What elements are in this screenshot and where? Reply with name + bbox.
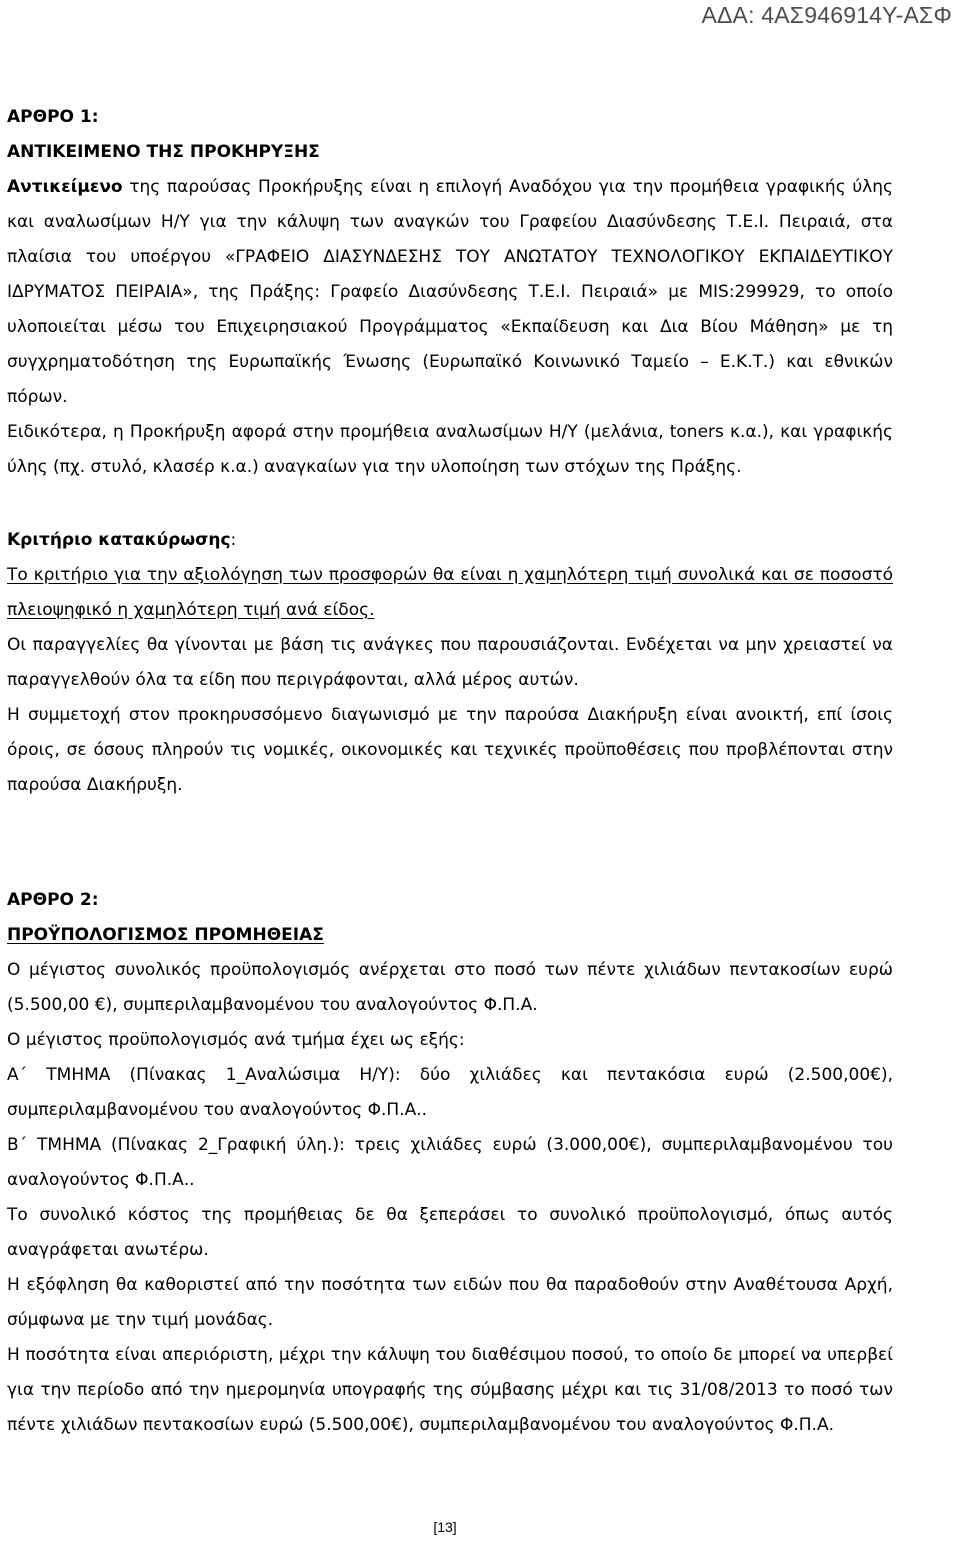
orders-paragraph: Οι παραγγελίες θα γίνονται με βάση τις ανάγκες που παρουσιάζονται. Ενδέχεται να μην χρειαστεί να παραγγελθούν όλα τα είδη που περιγράφονται, αλλά μέρος αυτών. — [7, 635, 893, 690]
award-criterion-colon: : — [230, 530, 237, 550]
page-number: [13] — [433, 1519, 457, 1535]
participation-paragraph: Η συμμετοχή στον προκηρυσσόμενο διαγωνισμό με την παρούσα Διακήρυξη είναι ανοικτή, επί ίσοις όροις, σε όσους πληρούν τις νομικές, οικονομικές και τεχνικές προϋποθέσεις που προβλέπονται στην παρούσα Διακήρυξη. — [7, 705, 893, 795]
article-1-title: ΑΝΤΙΚΕΙΜΕΝΟ ΤΗΣ ΠΡΟΚΗΡΥΞΗΣ — [7, 142, 320, 162]
total-budget-paragraph: Ο μέγιστος συνολικός προϋπολογισμός ανέρχεται στο ποσό των πέντε χιλιάδων πεντακοσίων ευρώ (5.500,00 €), συμπεριλαμβανομένου του αναλογούντος Φ.Π.Α. — [7, 960, 893, 1015]
total-cost-paragraph: Το συνολικό κόστος της προμήθειας δε θα ξεπεράσει το συνολικό προϋπολογισμό, όπως αυτός αναγράφεται ανωτέρω. — [7, 1205, 893, 1260]
subject-label: Αντικείμενο — [7, 177, 123, 197]
award-criterion-label: Κριτήριο κατακύρωσης — [7, 530, 231, 550]
award-criterion-text: Το κριτήριο για την αξιολόγηση των προσφορών θα είναι η χαμηλότερη τιμή συνολικά και σε ποσοστό πλειοψηφικό η χαμηλότερη τιμή ανά είδος. — [7, 565, 893, 620]
award-criterion-heading — [7, 523, 893, 558]
section-b-budget: Β΄ ΤΜΗΜΑ (Πίνακας 2_Γραφική ύλη.): τρεις χιλιάδες ευρώ (3.000,00€), συμπεριλαμβανομένου του αναλογούντος Φ.Π.Α.. — [7, 1135, 893, 1190]
article-1-paragraph-specifics: Ειδικότερα, η Προκήρυξη αφορά στην προμήθεια αναλωσίμων Η/Υ (μελάνια, toners κ.α.), και γραφικής ύλης (πχ. στυλό, κλασέρ κ.α.) αναγκαίων για την υλοποίηση των στόχων της Πράξης. — [7, 422, 893, 477]
article-2-number: ΑΡΘΡΟ 2: — [7, 890, 99, 910]
article-1-number: ΑΡΘΡΟ 1: — [7, 107, 99, 127]
subject-text: της παρούσας Προκήρυξης είναι η επιλογή Αναδόχου για την προμήθεια γραφικής ύλης και αναλωσίμων Η/Υ για την κάλυψη των αναγκών του Γραφείου Διασύνδεσης Τ.Ε.Ι. Πειραιά, στα πλαίσια του υποέργου «ΓΡΑΦΕΙΟ ΔΙΑΣΥΝΔΕΣΗΣ ΤΟΥ ΑΝΩΤΑΤΟΥ ΤΕΧΝΟΛΟΓΙΚΟΥ ΕΚΠΑΙΔΕΥΤΙΚΟΥ ΙΔΡΥΜΑΤΟΣ ΠΕΙΡΑΙΑ», της Πράξης: Γραφείο Διασύνδεσης Τ.Ε.Ι. Πειραιά» με MIS:299929, το οποίο υλοποιείται μέσω του Επιχειρησιακού Προγράμματος «Εκπαίδευση και Δια Βίου Μάθηση» με τη συγχρηματοδότηση της Ευρωπαϊκής Ένωσης (Ευρωπαϊκό Κοινωνικό Ταμείο – Ε.Κ.Τ.) και εθνικών πόρων. — [7, 177, 893, 407]
article-1-paragraph-subject — [7, 170, 893, 415]
article-2-title: ΠΡΟΫΠΟΛΟΓΙΣΜΟΣ ΠΡΟΜΗΘΕΙΑΣ — [7, 925, 324, 945]
quantity-paragraph: Η ποσότητα είναι απεριόριστη, μέχρι την κάλυψη του διαθέσιμου ποσού, το οποίο δε μπορεί να υπερβεί για την περίοδο από την ημερομηνία υπογραφής της σύμβασης μέχρι και τις 31/08/2013 το ποσό των πέντε χιλιάδων πεντακοσίων ευρώ (5.500,00€), συμπεριλαμβανομένου του αναλογούντος Φ.Π.Α. — [7, 1345, 893, 1435]
document-body — [7, 100, 893, 1443]
section-a-budget: Α΄ ΤΜΗΜΑ (Πίνακας 1_Αναλώσιμα Η/Υ): δύο χιλιάδες και πεντακόσια ευρώ (2.500,00€), συμπεριλαμβανομένου του αναλογούντος Φ.Π.Α.. — [7, 1065, 893, 1120]
payment-paragraph: Η εξόφληση θα καθοριστεί από την ποσότητα των ειδών που θα παραδοθούν στην Αναθέτουσα Αρχή, σύμφωνα με την τιμή μονάδας. — [7, 1275, 893, 1330]
ada-code: ΑΔΑ: 4ΑΣ946914Υ-ΑΣΦ — [701, 2, 952, 28]
budget-per-section-intro: Ο μέγιστος προϋπολογισμός ανά τμήμα έχει ως εξής: — [7, 1030, 465, 1050]
